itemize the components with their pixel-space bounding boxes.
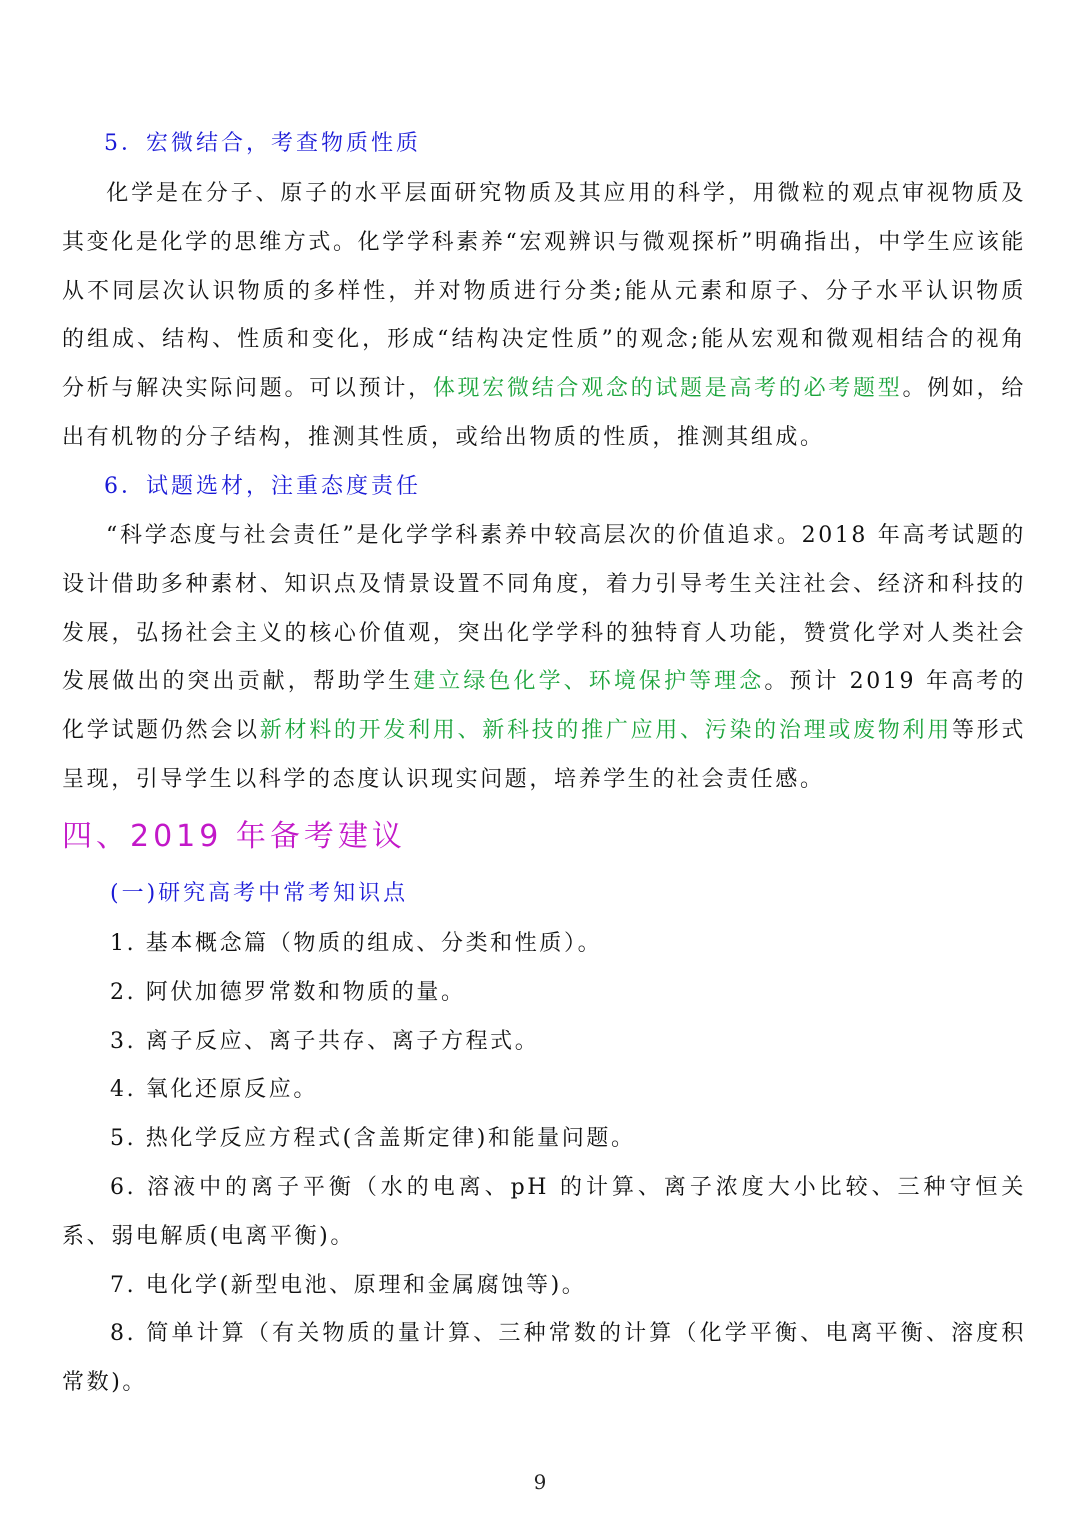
list-item: 4. 氧化还原反应。 <box>110 1077 318 1103</box>
list-item: 1. 基本概念篇（物质的组成、分类和性质）。 <box>110 931 603 956</box>
section-four-title: 四、2019 年备考建议 <box>62 819 406 854</box>
section-6-highlight-2: 新材料的开发利用、新科技的推广应用、污染的治理或废物利用 <box>259 718 952 744</box>
list-item: 6. 溶液中的离子平衡（水的电离、pH 的计算、离子浓度大小比较、三种守恒关系、弱电解质(电离平衡)。 <box>62 1174 1026 1249</box>
section-5-highlight: 体现宏微结合观念的试题是高考的必考题型 <box>432 376 903 402</box>
list-item: 2. 阿伏加德罗常数和物质的量。 <box>110 979 466 1005</box>
section-6-paragraph <box>62 512 1026 805</box>
list-item: 3. 离子反应、离子共存、离子方程式。 <box>110 1028 540 1054</box>
section-6-text-b: 。预计 2019 年高考的化学试题仍然会以 <box>62 669 1026 744</box>
section-6-heading: 6．试题选材，注重态度责任 <box>104 474 421 499</box>
section-5-heading: 5．宏微结合，考查物质性质 <box>104 131 421 156</box>
page-number: 9 <box>533 1470 547 1494</box>
section-5-text-a: 化学是在分子、原子的水平层面研究物质及其应用的科学，用微粒的观点审视物质及其变化是化学的思维方式。化学学科素养“宏观辨识与微观探析”明确指出，中学生应该能从不同层次认识物质的多样性，并对物质进行分类;能从元素和原子、分子水平认识物质的组成、结构、性质和变化，形成“结构决定性质”的观念;能从宏观和微观相结合的视角分析与解决实际问题。可以预计， <box>62 181 1026 402</box>
section-6-highlight-1: 建立绿色化学、环境保护等理念 <box>413 669 765 695</box>
list-item: 8. 简单计算（有关物质的量计算、三种常数的计算（化学平衡、电离平衡、溶度积常数)。 <box>62 1321 1026 1396</box>
knowledge-point-list <box>62 920 1026 1408</box>
section-four-subheading: (一)研究高考中常考知识点 <box>110 881 409 906</box>
list-item: 5. 热化学反应方程式(含盖斯定律)和能量问题。 <box>110 1126 636 1152</box>
list-item: 7. 电化学(新型电池、原理和金属腐蚀等)。 <box>110 1272 587 1298</box>
section-5-paragraph <box>62 170 1026 463</box>
section-5-text-b: 。例如，给出有机物的分子结构，推测其性质，或给出物质的性质，推测其组成。 <box>62 376 1026 450</box>
section-6-text-c: 等形式呈现，引导学生以科学的态度认识现实问题，培养学生的社会责任感。 <box>62 718 1026 792</box>
section-6-text-a: “科学态度与社会责任”是化学学科素养中较高层次的价值追求。2018 年高考试题的设计借助多种素材、知识点及情景设置不同角度，着力引导考生关注社会、经济和科技的发展，弘扬社会主义的核心价值观，突出化学学科的独特育人功能，赞赏化学对人类社会发展做出的突出贡献，帮助学生 <box>62 523 1026 695</box>
